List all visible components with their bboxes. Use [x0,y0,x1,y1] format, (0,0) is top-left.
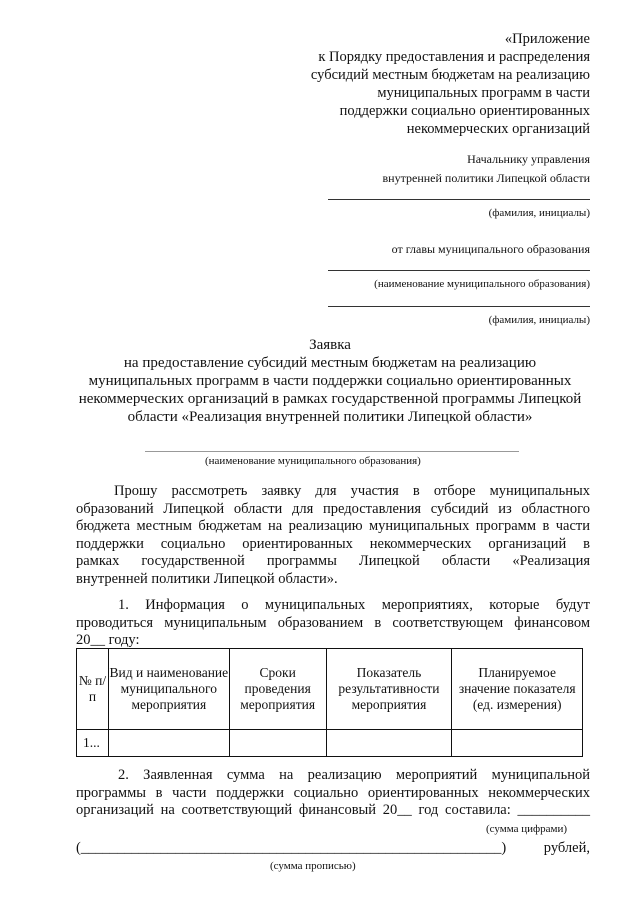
title-line: на предоставление субсидий местным бюджетам на реализацию [123,355,537,371]
appendix-header [260,30,590,138]
appendix-line: поддержки социально ориентированных [339,103,590,119]
appendix-line: субсидий местным бюджетам на реализацию [310,67,590,83]
paragraph-line: бюджета местным бюджетам на реализацию муниципальных программ в части [76,518,590,535]
addressee-name-line [328,199,590,200]
section-1-line: 20__ году: [76,632,140,649]
section-1-line: 1. Информация о муниципальных мероприятиях, которые будут [118,597,590,613]
table-row [77,730,583,757]
municipality-line [328,270,590,271]
appendix-line: муниципальных программ в части [377,85,590,101]
header-event-name: Вид и наименование муниципального мероприятия [108,649,229,730]
addressee-line-1: Начальнику управления [467,152,590,166]
paragraph-line: поддержки социально ориентированных некоммерческих организаций в [76,535,590,552]
section-2-line: организаций на соответствующий финансовый 20__ год составила: __________ [76,802,590,819]
paragraph-line: Прошу рассмотреть заявку для участия в отборе муниципальных [114,483,590,499]
appendix-line: «Приложение [504,31,590,47]
paragraph-line: рамках государственной программы Липецкой области «Реализация [76,553,590,570]
table-cell[interactable] [452,730,583,757]
appendix-line: некоммерческих организаций [406,121,590,137]
header-indicator: Показатель результативности мероприятия [326,649,452,730]
header-planned-value: Планируемое значение показателя (ед. измерения) [452,649,583,730]
section-2-line: 2. Заявленная сумма на реализацию мероприятий муниципальной [118,767,590,783]
events-table [76,648,583,757]
request-paragraph [76,483,590,589]
from-line: от главы муниципального образования [391,242,590,256]
title-line: некоммерческих организаций в рамках государственной программы Липецкой [78,391,582,407]
municipality-caption: (наименование муниципального образования) [374,278,590,290]
table-cell[interactable] [108,730,229,757]
addressee-line-2: внутренней политики Липецкой области [382,171,590,185]
title-line: области «Реализация внутренней политики Липецкой области» [127,409,533,425]
title-line: муниципальных программ в части поддержки социально ориентированных [88,373,572,389]
title-municipality-line [145,451,519,452]
head-name-line [328,306,590,307]
table-cell[interactable] [229,730,326,757]
title-municipality-caption: (наименование муниципального образования) [205,455,421,467]
sum-words-caption: (сумма прописью) [270,860,356,872]
paragraph-line: образований Липецкой области для предоставления субсидий из областного [76,500,590,517]
header-number: № п/п [77,649,109,730]
sum-words-line[interactable]: (__________________________________________________________) рублей, [76,840,590,856]
section-1 [76,597,590,650]
sum-digits-caption: (сумма цифрами) [486,823,568,835]
table-cell[interactable] [326,730,452,757]
appendix-line: к Порядку предоставления и распределения [318,49,590,65]
table-header-row [77,649,583,730]
head-name-caption: (фамилия, инициалы) [488,314,590,326]
section-1-line: проводиться муниципальным образованием в соответствующем финансовом [76,614,590,631]
section-2-line: программы в части поддержки социально ориентированных некоммерческих [76,784,590,801]
addressee-name-caption: (фамилия, инициалы) [488,207,590,219]
application-title [70,336,590,426]
header-dates: Сроки проведения мероприятия [229,649,326,730]
section-2 [76,767,590,820]
title-heading: Заявка [309,337,351,353]
sum-words-line-wrap [76,840,590,858]
table-cell[interactable]: 1... [77,730,109,757]
paragraph-line: внутренней политики Липецкой области». [76,570,338,587]
